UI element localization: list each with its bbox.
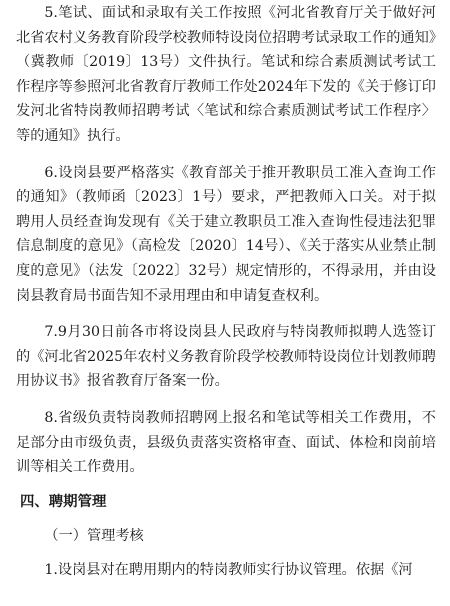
paragraph-spacer: [16, 394, 436, 406]
paragraph-7: 7.9月30日前各市将设岗县人民政府与特岗教师拟聘人选签订的《河北省2025年农村义务教育阶段学校教师特设岗位计划教师聘用协议书》报省教育厅备案一份。: [16, 324, 436, 390]
paragraph-spacer: [16, 548, 436, 558]
paragraph-spacer: [16, 514, 436, 524]
paragraph-spacer: [16, 480, 436, 490]
paragraph-8: 8.省级负责特岗教师招聘网上报名和笔试等相关工作费用，不足部分由市级负责，县级负责落实资格审查、面试、体检和岗前培训等相关工作费用。: [16, 409, 436, 476]
paragraph-spacer: [16, 149, 436, 161]
paragraph-5: 5.笔试、面试和录取有关工作按照《河北省教育厅关于做好河北省农村义务教育阶段学校教师特设岗位招聘考试录取工作的通知》（冀教师〔2019〕13号）文件执行。笔试和综合素质测试考试工作程序等参照河北省教育厅教师工作处2024年下发的《关于修订印发河北省特岗教师招聘考试〈笔试和综合素质测试考试工作程序〉等的通知》执行。: [16, 5, 436, 144]
section-heading: 四、聘期管理: [20, 493, 107, 510]
paragraph-6: 6.设岗县要严格落实《教育部关于推开教职员工准入查询工作的通知》（教师函〔2023〕1号）要求，严把教师入口关。对于拟聘用人员经查询发现有《关于建立教职员工准入查询性侵违法犯罪信息制度的意见》（高检发〔2020〕14号）、《关于落实从业禁止制度的意见》（法发〔2022〕32号）规定情形的，不得录用，并由设岗县教育局书面告知不录用理由和申请复查权利。: [16, 164, 436, 304]
paragraph-spacer: [16, 308, 436, 320]
subsection-heading: （一）管理考核: [44, 527, 144, 544]
paragraph-management-1: 1.设岗县对在聘用期内的特岗教师实行协议管理。依据《河: [44, 561, 413, 578]
